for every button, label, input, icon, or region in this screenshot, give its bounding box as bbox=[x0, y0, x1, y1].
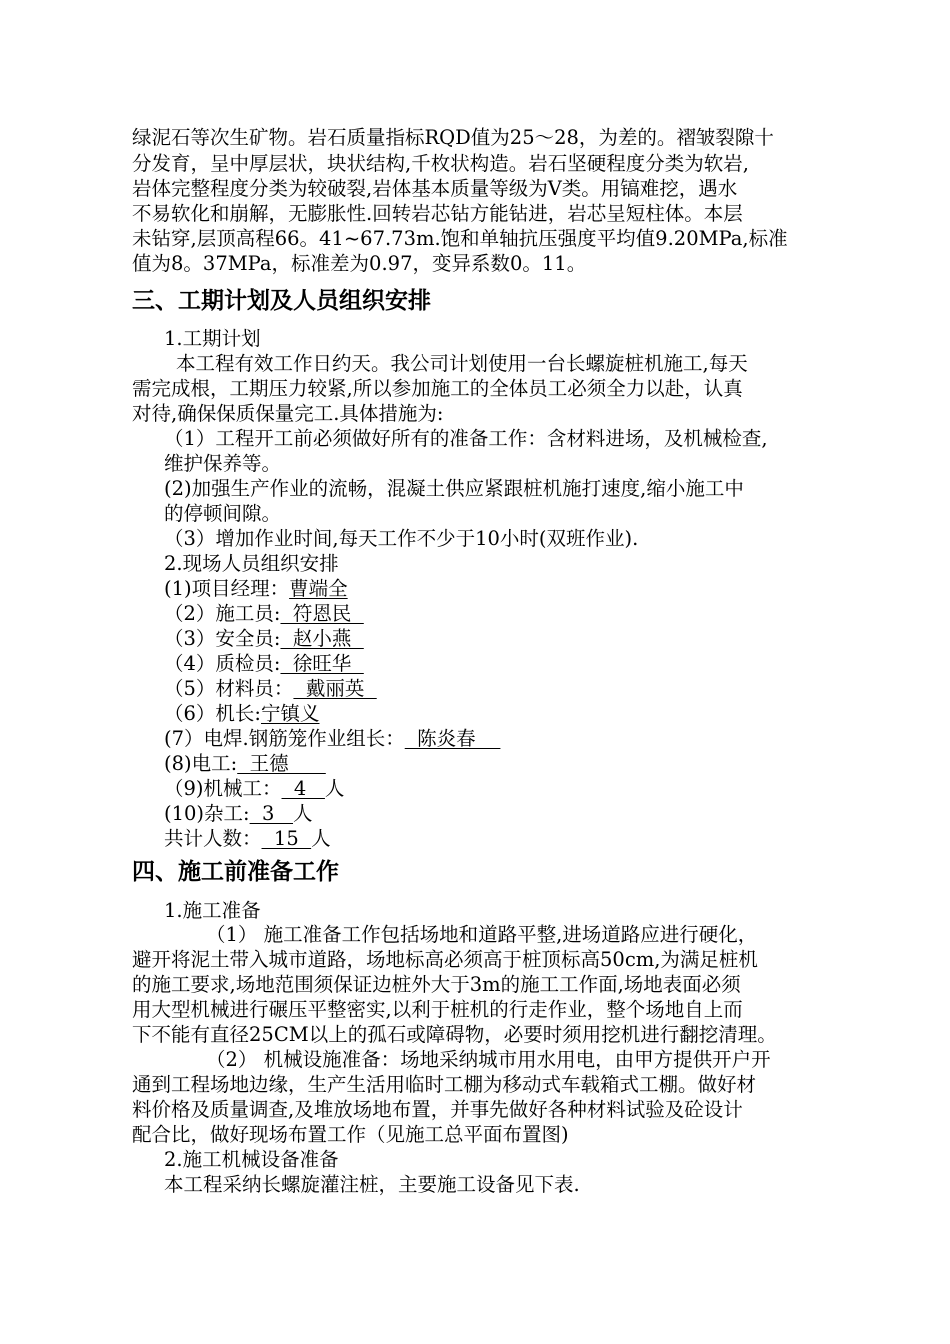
staff-name: 宁镇义 bbox=[260, 702, 320, 725]
paragraph-line: 本工程有效工作日约天。我公司计划使用一台长螺旋桩机施工,每天 bbox=[176, 352, 748, 375]
paragraph-line: 配合比，做好现场布置工作（见施工总平面布置图) bbox=[132, 1123, 569, 1146]
staff-unit: 人 bbox=[311, 827, 331, 850]
staff-role: (8)电工: bbox=[164, 752, 238, 775]
staff-item bbox=[164, 751, 326, 776]
staff-role: （2）施工员: bbox=[164, 602, 281, 625]
staff-item bbox=[164, 726, 500, 751]
paragraph-line: 值为8。37MPa，标准差为0.97，变异系数0。11。 bbox=[132, 252, 587, 275]
staff-unit: 人 bbox=[293, 802, 313, 825]
staff-unit: 人 bbox=[324, 777, 345, 800]
staff-item bbox=[164, 776, 344, 801]
paragraph-line: 通到工程场地边缘，生产生活用临时工棚为移动式车载箱式工棚。做好材 bbox=[132, 1073, 757, 1096]
subsection-heading: 1.工期计划 bbox=[164, 327, 261, 350]
staff-item bbox=[164, 626, 364, 651]
paragraph-line: （1） 施工准备工作包括场地和道路平整,进场道路应进行硬化， bbox=[206, 923, 758, 946]
paragraph-line: 分发育，呈中厚层状，块状结构,千枚状构造。岩石坚硬程度分类为软岩, bbox=[132, 152, 749, 175]
staff-count: 4 bbox=[281, 777, 325, 800]
staff-role: （5）材料员： bbox=[164, 677, 294, 700]
staff-item bbox=[164, 801, 313, 826]
paragraph-line: （2） 机械设施准备：场地采纳城市用水用电，由甲方提供开户开 bbox=[206, 1048, 771, 1071]
staff-role: （3）安全员: bbox=[164, 627, 281, 650]
paragraph-line: 需完成根，工期压力较紧,所以参加施工的全体员工必须全力以赴，认真 bbox=[132, 377, 743, 400]
staff-name: 赵小燕 bbox=[280, 627, 364, 650]
staff-name: 陈炎春 bbox=[404, 727, 501, 750]
measure-item: 维护保养等。 bbox=[164, 452, 282, 475]
measure-item: （3）增加作业时间,每天工作不少于10小时(双班作业). bbox=[164, 527, 639, 550]
staff-role: (7）电焊.钢筋笼作业组长： bbox=[164, 727, 405, 750]
staff-item bbox=[164, 676, 377, 701]
staff-role: 共计人数： bbox=[164, 827, 262, 850]
staff-role: (1)项目经理： bbox=[164, 577, 290, 600]
section-heading: 四、施工前准备工作 bbox=[132, 859, 339, 885]
staff-role: （4）质检员: bbox=[164, 652, 281, 675]
paragraph-line: 的施工要求,场地范围须保证边桩外大于3m的施工工作面,场地表面必须 bbox=[132, 973, 741, 996]
staff-total bbox=[164, 826, 331, 851]
paragraph-line: 用大型机械进行碾压平整密实,以利于桩机的行走作业，整个场地自上而 bbox=[132, 998, 743, 1021]
staff-role: （9)机械工： bbox=[164, 777, 282, 800]
staff-count: 15 bbox=[261, 827, 312, 850]
paragraph-line: 未钻穿,层顶高程66。41~67.73m.饱和单轴抗压强度平均值9.20MPa,标准 bbox=[132, 227, 788, 250]
staff-item bbox=[164, 601, 364, 626]
paragraph-line: 料价格及质量调查,及堆放场地布置，并事先做好各种材料试验及砼设计 bbox=[132, 1098, 743, 1121]
measure-item: （1）工程开工前必须做好所有的准备工作：含材料进场，及机械检查, bbox=[164, 427, 768, 450]
subsection-heading: 1.施工准备 bbox=[164, 899, 261, 922]
paragraph-line: 对待,确保保质保量完工.具体措施为: bbox=[132, 402, 444, 425]
staff-role: (10)杂工: bbox=[164, 802, 250, 825]
paragraph-line: 避开将泥土带入城市道路，场地标高必须高于桩顶标高50cm,为满足桩机 bbox=[132, 948, 758, 971]
paragraph-line: 绿泥石等次生矿物。岩石质量指标RQD值为25～28，为差的。褶皱裂隙十 bbox=[132, 126, 774, 149]
staff-item bbox=[164, 701, 320, 726]
staff-name: 曹端全 bbox=[289, 577, 348, 600]
measure-item: (2)加强生产作业的流畅，混凝土供应紧跟桩机施打速度,缩小施工中 bbox=[164, 477, 744, 500]
measure-item: 的停顿间隙。 bbox=[164, 502, 282, 525]
subsection-heading: 2.施工机械设备准备 bbox=[164, 1148, 339, 1171]
paragraph-line: 下不能有直径25CM以上的孤石或障碍物，必要时须用挖机进行翻挖清理。 bbox=[132, 1023, 777, 1046]
section-heading: 三、工期计划及人员组织安排 bbox=[132, 288, 431, 314]
staff-name: 符恩民 bbox=[280, 602, 364, 625]
staff-item bbox=[164, 651, 364, 676]
staff-name: 徐旺华 bbox=[280, 652, 364, 675]
paragraph-line: 本工程采纳长螺旋灌注桩，主要施工设备见下表. bbox=[164, 1173, 580, 1196]
staff-name: 戴丽英 bbox=[293, 677, 377, 700]
staff-role: （6）机长: bbox=[164, 702, 261, 725]
staff-item bbox=[164, 576, 348, 601]
staff-name: 王德 bbox=[237, 752, 326, 775]
staff-count: 3 bbox=[249, 802, 294, 825]
paragraph-line: 岩体完整程度分类为较破裂,岩体基本质量等级为Ⅴ类。用镐难挖，遇水 bbox=[132, 177, 738, 200]
subsection-heading: 2.现场人员组织安排 bbox=[164, 552, 339, 575]
paragraph-line: 不易软化和崩解，无膨胀性.回转岩芯钻方能钻进，岩芯呈短柱体。本层 bbox=[132, 202, 743, 225]
